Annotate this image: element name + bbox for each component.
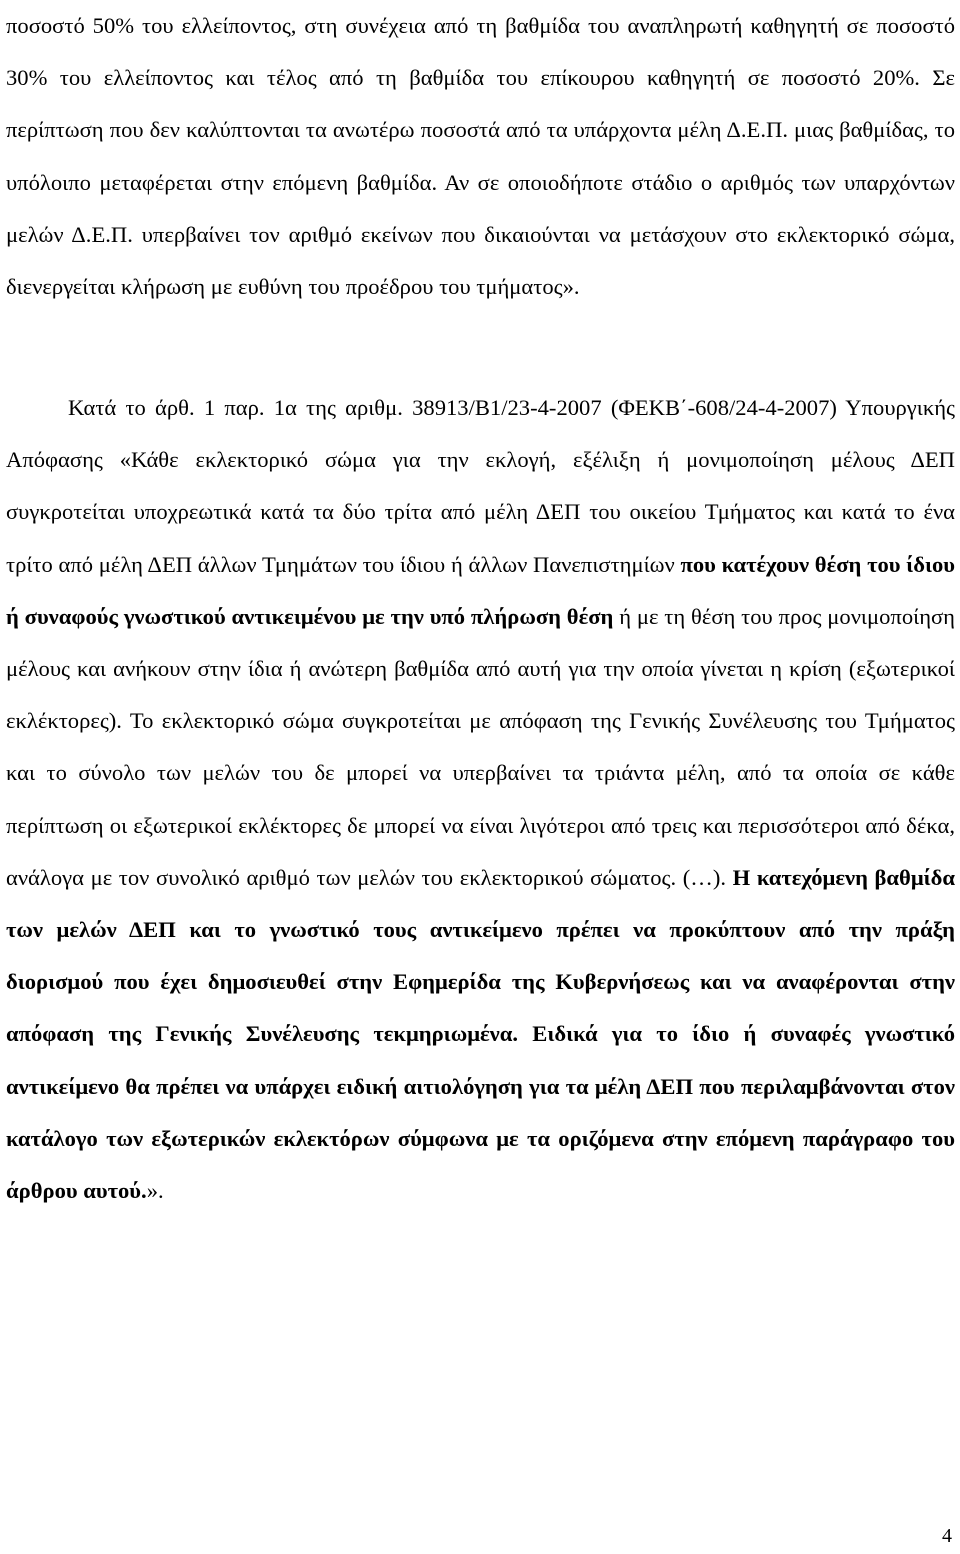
paragraph-2 [6,382,955,1217]
page-number: 4 [942,1525,952,1547]
paragraph-2-bold-1: που κατέχουν θέση του ίδιου ή συναφούς γνωστικού αντικειμένου με την υπό πλήρωση θέση [6,551,955,629]
paragraph-2-text-2: ή με τη θέση του προς μονιμοποίηση μέλους και ανήκουν στην ίδια ή ανώτερη βαθμίδα από αυτή για την οποία γίνεται η κρίση (εξωτερικοί εκλέκτορες). Το εκλεκτορικό σώμα συγκροτείται με απόφαση της Γενικής Συνέλευσης του Τμήματος και το σύνολο των μελών του δε μπορεί να υπερβαίνει τα τριάντα μέλη, από τα οποία σε κάθε περίπτωση οι εξωτερικοί εκλέκτορες δε μπορεί να είναι λιγότεροι από τρεις και περισσότεροι από δέκα, ανάλογα με τον συνολικό αριθμό των μελών του εκλεκτορικού σώματος. (…). [6,603,956,890]
paragraph-2-bold-2: Η κατεχόμενη βαθμίδα των μελών ΔΕΠ και το γνωστικό τους αντικείμενο πρέπει να προκύπτουν από την πράξη διορισμού που έχει δημοσιευθεί στην Εφημερίδα της Κυβερνήσεως και να αναφέρονται στην απόφαση της Γενικής Συνέλευσης τεκμηριωμένα. Ειδικά για το ίδιο ή συναφές γνωστικό αντικείμενο θα πρέπει να υπάρχει ειδική αιτιολόγηση για τα μέλη ΔΕΠ που περιλαμβάνονται στον κατάλογο των εξωτερικών εκλεκτόρων σύμφωνα με τα οριζόμενα στην επόμενη παράγραφο του άρθρου αυτού. [6,864,955,1204]
paragraph-2-text-3: ». [146,1178,164,1204]
paragraph-2-text-1: Κατά το άρθ. 1 παρ. 1α της αριθμ. 38913/Β1/23-4-2007 (ΦΕΚΒ΄-608/24-4-2007) Υπουργικής Απόφασης «Κάθε εκλεκτορικό σώμα για την εκλογή, εξέλιξη ή μονιμοποίηση μέλους ΔΕΠ συγκροτείται υποχρεωτικά κατά τα δύο τρίτα από μέλη ΔΕΠ του οικείου Τμήματος και κατά το ένα τρίτο από μέλη ΔΕΠ άλλων Τμημάτων του ίδιου ή άλλων Πανεπιστημίων [6,395,955,577]
paragraph-1 [6,0,955,313]
paragraph-1-text: ποσοστό 50% του ελλείποντος, στη συνέχεια από τη βαθμίδα του αναπληρωτή καθηγητή σε ποσοστό 30% του ελλείποντος και τέλος από τη βαθμίδα του επίκουρου καθηγητή σε ποσοστό 20%. Σε περίπτωση που δεν καλύπτονται τα ανωτέρω ποσοστά από τα υπάρχοντα μέλη Δ.Ε.Π. μιας βαθμίδας, το υπόλοιπο μεταφέρεται στην επόμενη βαθμίδα. Αν σε οποιοδήποτε στάδιο ο αριθμός των υπαρχόντων μελών Δ.Ε.Π. υπερβαίνει τον αριθμό εκείνων που δικαιούνται να μετάσχουν στο εκλεκτορικό σώμα, διενεργείται κλήρωση με ευθύνη του προέδρου του τμήματος». [6,13,955,300]
